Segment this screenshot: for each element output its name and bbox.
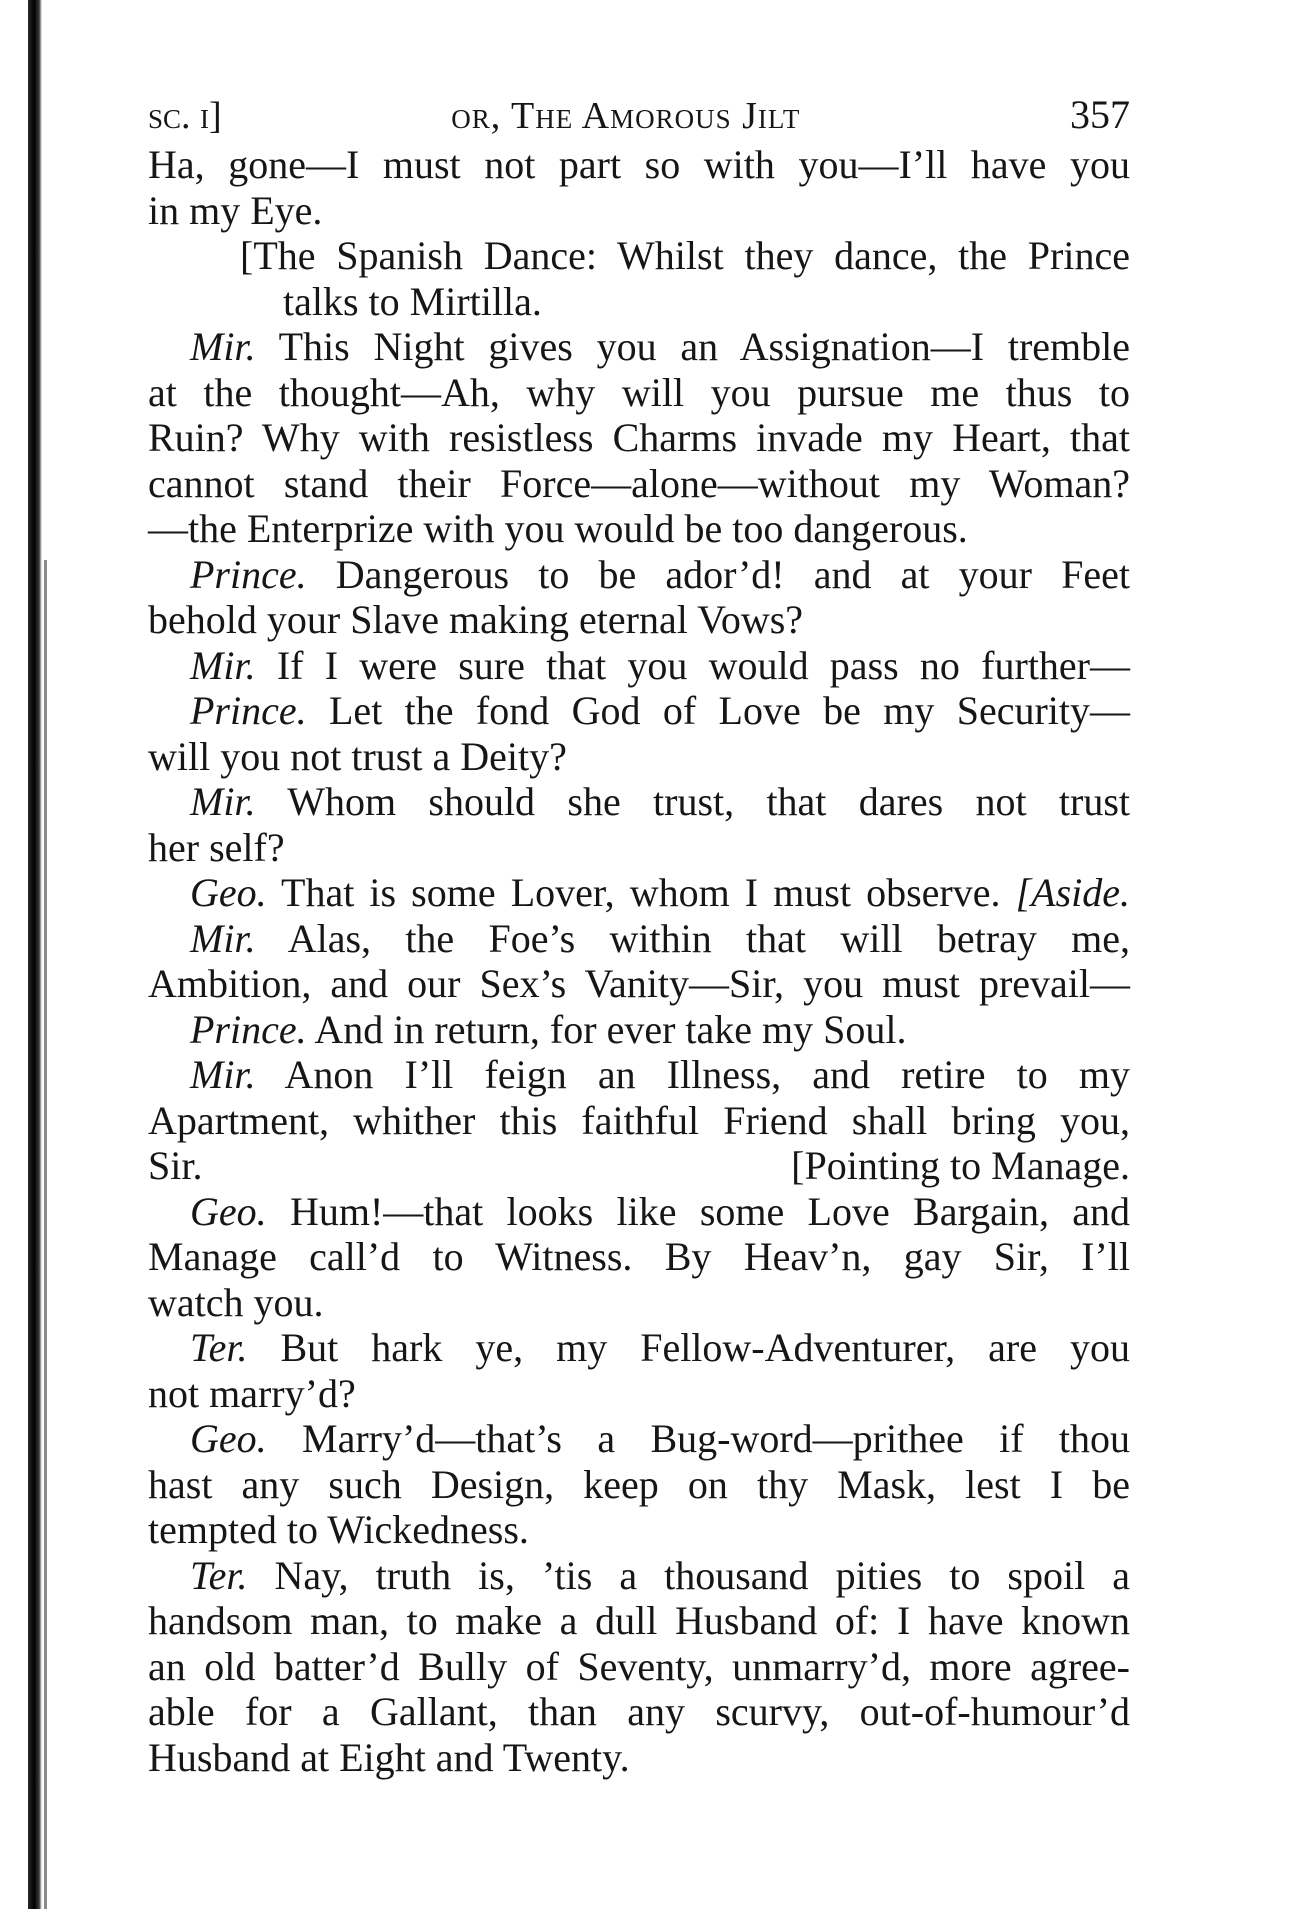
text-line: will you not trust a Deity?	[148, 733, 567, 779]
text-line: able for a Gallant, than any scurvy, out-of-humour’d	[148, 1689, 1130, 1734]
speaker-name: Mir.	[190, 642, 256, 688]
speech-text: Let the fond God of Love be my Security—	[329, 688, 1130, 733]
binding-shadow	[28, 0, 42, 1909]
speech-line	[148, 1416, 1130, 1462]
running-title: or, The Amorous Jilt	[451, 95, 801, 137]
speech-text: Dangerous to be ador’d! and at your Feet	[335, 551, 1131, 597]
text-line: Manage call’d to Witness. By Heav’n, gay Sir, I’ll	[148, 1234, 1130, 1279]
text-line: Husband at Eight and Twenty.	[148, 1734, 630, 1780]
text-line: cannot stand their Force—alone—without my Woman?	[148, 460, 1130, 506]
speaker-name: Mir.	[190, 1052, 256, 1097]
speech-line-with-direction	[148, 1143, 1130, 1189]
text-line: behold your Slave making eternal Vows?	[148, 597, 804, 642]
text-line: her self?	[148, 824, 285, 870]
speech-line	[148, 870, 1130, 916]
text-line: watch you.	[148, 1279, 324, 1325]
page-number: 357	[1069, 92, 1130, 137]
speech-text: And in return, for ever take my Soul.	[314, 1006, 907, 1052]
section-marker: sc. i]	[148, 95, 222, 137]
text-line: tempted to Wickedness.	[148, 1507, 529, 1552]
speech-line	[148, 1189, 1130, 1235]
text-line: Ha, gone—I must not part so with you—I’ll have you	[148, 142, 1130, 187]
stage-direction-aside: [Aside.	[1015, 870, 1131, 915]
speech-line	[148, 688, 1130, 734]
speech-line	[148, 1007, 1130, 1053]
running-header	[148, 92, 1130, 142]
speaker-name: Mir.	[190, 915, 256, 961]
speaker-name: Ter.	[190, 1325, 248, 1370]
speech-text: But hark ye, my Fellow-Adventurer, are you	[280, 1325, 1130, 1370]
stage-direction-pointing: [Pointing to Manage.	[791, 1143, 1130, 1188]
speech-text: Whom should she trust, that dares not trust	[287, 779, 1130, 824]
text-line: in my Eye.	[148, 187, 323, 233]
speaker-name: Prince.	[190, 688, 307, 733]
text-line: Ruin? Why with resistless Charms invade my Heart, that	[148, 415, 1130, 460]
speech-text: If I were sure that you would pass no further—	[276, 642, 1131, 688]
speaker-name: Ter.	[190, 1552, 248, 1598]
text-line: at the thought—Ah, why will you pursue me thus to	[148, 369, 1130, 415]
stage-direction: [The Spanish Dance: Whilst they dance, the Prince	[240, 233, 1130, 278]
text-body	[148, 142, 1130, 1780]
speech-line	[148, 552, 1130, 598]
speaker-name: Mir.	[190, 779, 256, 824]
text-line: hast any such Design, keep on thy Mask, lest I be	[148, 1461, 1130, 1507]
speech-line	[148, 1553, 1130, 1599]
speech-line	[148, 643, 1130, 689]
speech-line	[148, 324, 1130, 370]
speech-text: Hum!—that looks like some Love Bargain, and	[289, 1188, 1131, 1234]
text-line: an old batter’d Bully of Seventy, unmarry’d, more agree-	[148, 1643, 1130, 1689]
speaker-name: Prince.	[190, 551, 307, 597]
speaker-name: Prince.	[190, 1006, 307, 1052]
text-line: —the Enterprize with you would be too dangerous.	[148, 506, 968, 551]
speech-text: Marry’d—that’s a Bug-word—prithee if thou	[302, 1416, 1130, 1461]
speech-text: Alas, the Foe’s within that will betray me,	[287, 915, 1130, 961]
speaker-name: Mir.	[190, 324, 256, 369]
speech-line	[148, 779, 1130, 825]
speaker-name: Geo.	[190, 870, 267, 915]
text-line: Ambition, and our Sex’s Vanity—Sir, you must prevail—	[148, 961, 1130, 1006]
speaker-name: Geo.	[190, 1416, 267, 1461]
speech-line	[148, 1325, 1130, 1371]
book-page	[148, 92, 1130, 1780]
speech-text: This Night gives you an Assignation—I tremble	[278, 324, 1131, 369]
text-line: Sir.	[148, 1143, 203, 1188]
speech-line	[148, 916, 1130, 962]
speech-text: Anon I’ll feign an Illness, and retire to my	[284, 1052, 1130, 1097]
text-line: Apartment, whither this faithful Friend shall bring you,	[148, 1097, 1130, 1143]
speech-text: Nay, truth is, ’tis a thousand pities to spoil a	[274, 1552, 1131, 1598]
text-line: not marry’d?	[148, 1370, 356, 1416]
text-line: handsom man, to make a dull Husband of: I have known	[148, 1598, 1130, 1643]
speech-text: That is some Lover, whom I must observe.	[281, 870, 1001, 915]
binding-shadow-inner	[44, 560, 47, 1909]
speech-line	[148, 1052, 1130, 1098]
speaker-name: Geo.	[190, 1188, 267, 1234]
stage-direction: talks to Mirtilla.	[283, 278, 542, 324]
